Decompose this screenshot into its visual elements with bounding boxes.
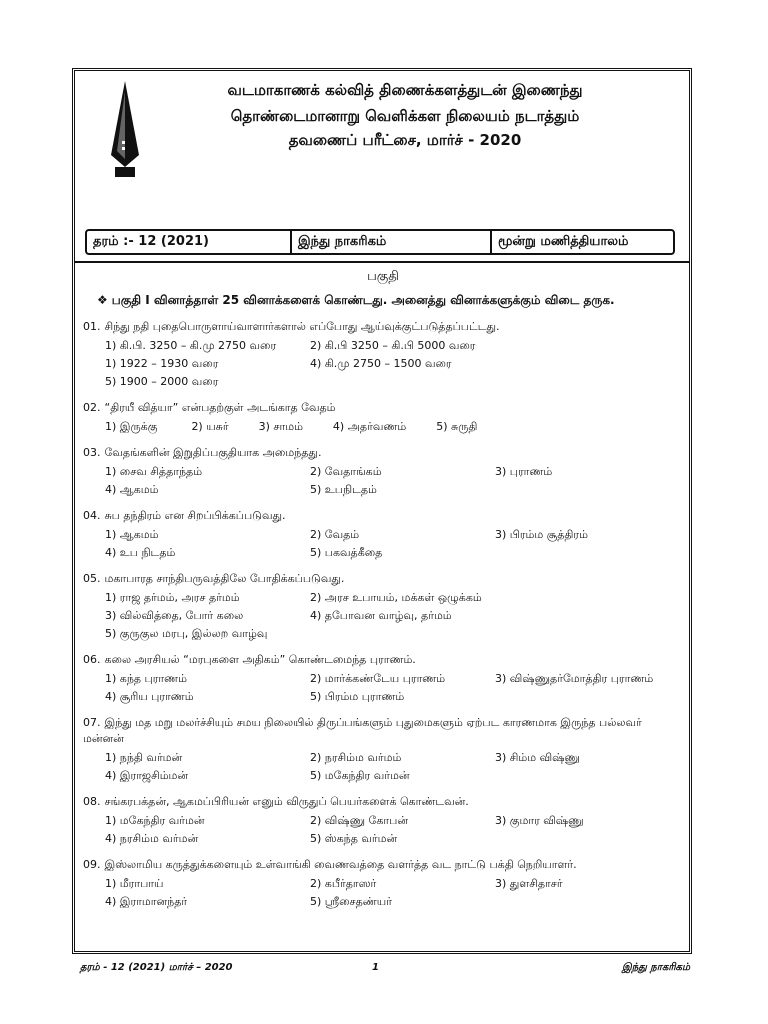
answer-option: 5) பகவத்கீதை [310, 546, 383, 559]
option-row [83, 830, 683, 848]
section-title: பகுதி [367, 269, 399, 284]
answer-option: 3) சிம்ம விஷ்ணு [495, 751, 580, 764]
grade-label: தரம் :- 12 (2021) [87, 231, 292, 253]
option-row [83, 625, 683, 643]
subject-label: இந்து நாகரிகம் [292, 231, 492, 253]
answer-option: 5) 1900 – 2000 வரை [105, 375, 219, 388]
question-number: 04. [83, 509, 101, 522]
answer-option: 1) 1922 – 1930 வரை [105, 357, 219, 370]
option-row [83, 749, 683, 767]
exam-info-bar [85, 229, 675, 255]
answer-options [83, 670, 683, 706]
answer-option: 2) யசுர் [191, 420, 229, 433]
answer-option: 3) துளசிதாசர் [495, 877, 563, 890]
option-row [83, 355, 683, 373]
page-frame [72, 68, 692, 954]
option-row [83, 418, 683, 436]
footer-right: இந்து நாகரிகம் [622, 962, 690, 973]
question-4 [83, 508, 683, 562]
answer-option: 1) நந்தி வர்மன் [105, 751, 183, 764]
question-body: இந்து மத மறு மலர்ச்சியும் சமய நிலையில் திருப்பங்களும் புதுமைகளும் ஏற்பட காரணமாக இருந்த பல்லவர் மன்னன் [83, 716, 642, 745]
question-number: 09. [83, 858, 101, 871]
header-line-2: தொண்டைமானாறு வெளிக்கள நிலையம் நடாத்தும் [230, 107, 580, 125]
option-row [83, 607, 683, 625]
footer-left: தரம் - 12 (2021) மார்ச் – 2020 [80, 962, 233, 973]
answer-option: 5) ஸ்ரீசைதண்யர் [310, 895, 392, 908]
option-row [83, 688, 683, 706]
answer-option: 2) வேதம் [310, 528, 360, 541]
page-number: 1 [372, 962, 379, 973]
question-body: கலை அரசியல் “மரபுகளை அதிகம்” கொண்டமைந்த புராணம். [104, 653, 416, 666]
answer-option: 4) தபோவன வாழ்வு, தர்மம் [310, 609, 452, 622]
answer-option: 5) குருகுல மரபு, இல்லற வாழ்வு [105, 627, 268, 640]
question-text [83, 571, 683, 587]
option-row [83, 526, 683, 544]
question-body: சுப தந்திரம் என சிறப்பிக்கப்படுவது. [104, 509, 286, 522]
option-row [83, 544, 683, 562]
option-row [83, 463, 683, 481]
answer-option: 2) அரச உபாயம், மக்கள் ஒழுக்கம் [310, 591, 482, 604]
answer-option: 1) கந்த புராணம் [105, 672, 188, 685]
answer-options [83, 875, 683, 911]
answer-option: 4) நரசிம்ம வர்மன் [105, 832, 199, 845]
option-row [83, 893, 683, 911]
question-5 [83, 571, 683, 643]
answer-option: 5) ஸ்கந்த வர்மன் [310, 832, 398, 845]
question-number: 06. [83, 653, 101, 666]
question-text [83, 400, 683, 416]
answer-option: 5) மகேந்திர வர்மன் [310, 769, 410, 782]
answer-option: 1) மகேந்திர வர்மன் [105, 814, 205, 827]
answer-options [83, 589, 683, 643]
answer-option: 5) சுருதி [436, 420, 478, 433]
question-8 [83, 794, 683, 848]
option-row [83, 670, 683, 688]
question-body: சங்கரபக்தன், ஆகமப்பிரியன் எனும் விருதுப் பெயர்களைக் கொண்டவன். [104, 795, 469, 808]
question-text [83, 652, 683, 668]
question-text [83, 794, 683, 810]
answer-option: 5) உபநிடதம் [310, 483, 377, 496]
question-1 [83, 319, 683, 391]
answer-option: 2) நரசிம்ம வர்மம் [310, 751, 402, 764]
duration-label: மூன்று மணித்தியாலம் [498, 234, 629, 249]
answer-option: 2) கி.பி 3250 – கி.பி 5000 வரை [310, 339, 476, 352]
header-line-1: வடமாகாணக் கல்வித் திணைக்களத்துடன் இணைந்து [227, 81, 583, 99]
question-7 [83, 715, 683, 785]
answer-option: 1) சைவ சித்தாந்தம் [105, 465, 203, 478]
question-body: “திரயீ வித்யா” என்பதற்குள் அடங்காத வேதம் [104, 401, 336, 414]
question-number: 03. [83, 446, 101, 459]
question-2 [83, 400, 683, 436]
answer-option: 5) பிரம்ம புராணம் [310, 690, 405, 703]
answer-options [83, 749, 683, 785]
question-body: மகாபாரத சாந்திபருவத்திலே போதிக்கப்படுவது. [104, 572, 345, 585]
page-footer [80, 962, 690, 978]
answer-option: 1) ஆகமம் [105, 528, 159, 541]
instruction-text: பகுதி I வினாத்தாள் 25 வினாக்களைக் கொண்டது. அனைத்து வினாக்களுக்கும் விடை தருக. [111, 293, 615, 307]
question-body: வேதங்களின் இறுதிப்பகுதியாக அமைந்தது. [104, 446, 322, 459]
question-number: 07. [83, 716, 101, 729]
header-line-3: தவணைப் பரீட்சை, மார்ச் - 2020 [288, 131, 522, 149]
option-row [83, 373, 683, 391]
question-number: 05. [83, 572, 101, 585]
question-body: இஸ்லாமிய கருத்துக்களையும் உள்வாங்கி வைணவத்தை வளர்த்த வட நாட்டு பக்தி நெறியாளர். [104, 858, 577, 871]
option-row [83, 589, 683, 607]
question-number: 02. [83, 401, 101, 414]
question-section [83, 267, 683, 911]
instruction [83, 291, 683, 310]
question-6 [83, 652, 683, 706]
answer-options [83, 812, 683, 848]
answer-option: 4) கி.மு 2750 – 1500 வரை [310, 357, 452, 370]
question-text [83, 508, 683, 524]
answer-option: 3) பிரம்ம சூத்திரம் [495, 528, 588, 541]
answer-option: 3) குமார விஷ்ணு [495, 814, 584, 827]
diamond-bullet-icon: ❖ [97, 293, 108, 307]
option-row [83, 481, 683, 499]
answer-option: 3) புராணம் [495, 465, 553, 478]
answer-option: 1) கி.பி. 3250 – கி.மு 2750 வரை [105, 339, 277, 352]
answer-option: 4) உப நிடதம் [105, 546, 176, 559]
question-text [83, 445, 683, 461]
option-row [83, 812, 683, 830]
question-body: சிந்து நதி புதைபொருளாய்வாளார்களால் எப்போது ஆய்வுக்குட்படுத்தப்பட்டது. [104, 320, 500, 333]
answer-options [83, 418, 683, 436]
answer-option: 2) மார்க்கண்டேய புராணம் [310, 672, 446, 685]
answer-option: 4) இராமானந்தர் [105, 895, 188, 908]
answer-option: 4) அதர்வணம் [332, 420, 407, 433]
answer-option: 4) ஆகமம் [105, 483, 159, 496]
answer-option: 1) ராஜ தர்மம், அரச தர்மம் [105, 591, 240, 604]
answer-option: 4) சூரிய புராணம் [105, 690, 194, 703]
question-text [83, 319, 683, 335]
answer-option: 3) சாமம் [258, 420, 303, 433]
option-row [83, 767, 683, 785]
answer-option: 2) வேதாங்கம் [310, 465, 382, 478]
question-list [83, 319, 683, 911]
answer-options [83, 463, 683, 499]
question-9 [83, 857, 683, 911]
answer-options [83, 337, 683, 391]
answer-option: 2) விஷ்ணு கோபன் [310, 814, 408, 827]
question-number: 08. [83, 795, 101, 808]
question-3 [83, 445, 683, 499]
option-row [83, 337, 683, 355]
question-number: 01. [83, 320, 101, 333]
header-divider [75, 261, 689, 263]
answer-option: 3) வில்வித்தை, போர் கலை [105, 609, 244, 622]
question-text [83, 857, 683, 873]
answer-option: 3) விஷ்ணுதர்மோத்திர புராணம் [495, 672, 654, 685]
answer-option: 4) இராஜசிம்மன் [105, 769, 189, 782]
answer-option: 1) இருக்கு [105, 420, 158, 433]
answer-option: 1) மீராபாய் [105, 877, 164, 890]
crest-logo [105, 81, 145, 193]
question-text [83, 715, 683, 747]
option-row [83, 875, 683, 893]
answer-option: 2) கபீர்தாஸர் [310, 877, 377, 890]
answer-options [83, 526, 683, 562]
exam-header [75, 71, 689, 221]
